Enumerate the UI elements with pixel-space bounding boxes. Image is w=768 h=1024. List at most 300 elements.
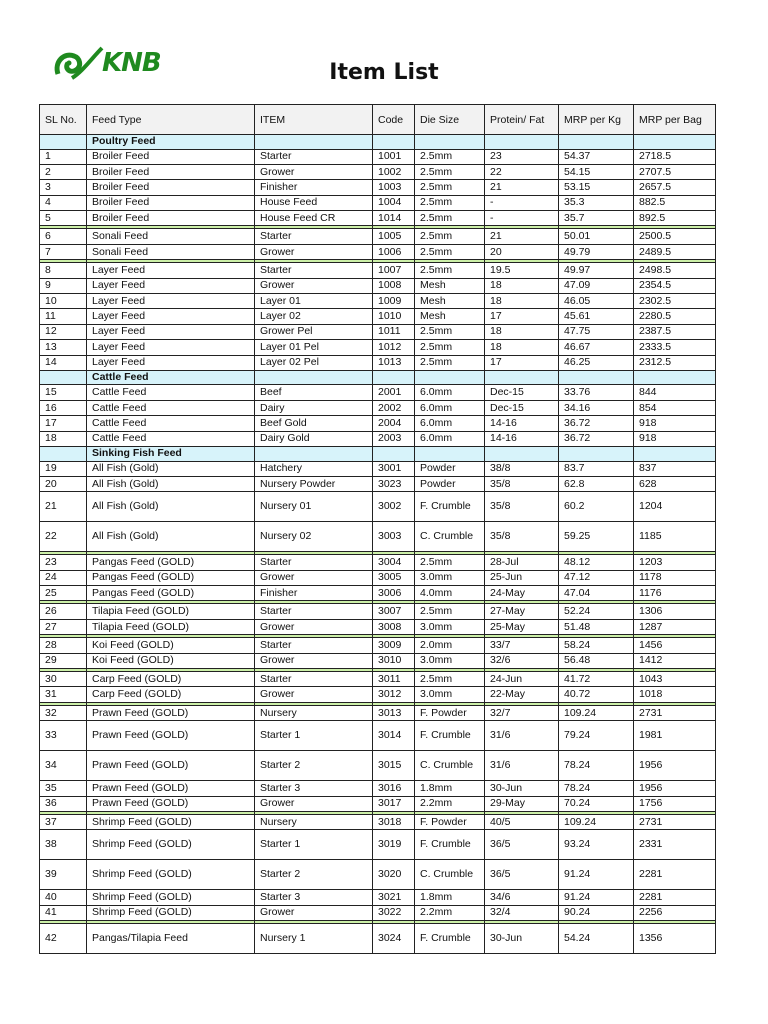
section-blank-cell bbox=[40, 447, 87, 462]
logo-text: KNB bbox=[102, 48, 161, 78]
item-table bbox=[39, 104, 716, 954]
section-blank-cell bbox=[373, 135, 415, 150]
item-cell: Grower bbox=[255, 278, 373, 293]
code-cell: 3019 bbox=[373, 830, 415, 860]
die-size-cell: 2.5mm bbox=[415, 180, 485, 195]
code-cell: 3024 bbox=[373, 924, 415, 954]
protein-fat-cell: 25-May bbox=[485, 619, 559, 634]
section-blank-cell bbox=[255, 447, 373, 462]
protein-fat-cell: 23 bbox=[485, 149, 559, 164]
code-cell: 1011 bbox=[373, 324, 415, 339]
mrp-kg-cell: 49.79 bbox=[559, 244, 634, 259]
mrp-bag-cell: 1956 bbox=[634, 751, 716, 781]
table-row bbox=[40, 340, 716, 355]
item-cell: Starter 1 bbox=[255, 830, 373, 860]
mrp-kg-cell: 91.24 bbox=[559, 890, 634, 905]
mrp-kg-cell: 46.05 bbox=[559, 294, 634, 309]
sl-no-cell: 36 bbox=[40, 796, 87, 811]
sl-no-cell: 15 bbox=[40, 385, 87, 400]
die-size-cell: 6.0mm bbox=[415, 400, 485, 415]
feed-type-cell: Cattle Feed bbox=[87, 385, 255, 400]
mrp-kg-cell: 40.72 bbox=[559, 687, 634, 702]
header-mrp-per-kg: MRP per Kg bbox=[559, 105, 634, 135]
die-size-cell: Powder bbox=[415, 476, 485, 491]
feed-type-cell: Pangas Feed (GOLD) bbox=[87, 586, 255, 601]
protein-fat-cell: 35/8 bbox=[485, 522, 559, 552]
item-cell: Finisher bbox=[255, 180, 373, 195]
mrp-bag-cell: 2731 bbox=[634, 705, 716, 720]
item-cell: Starter bbox=[255, 604, 373, 619]
mrp-bag-cell: 854 bbox=[634, 400, 716, 415]
table-row bbox=[40, 586, 716, 601]
item-cell: Nursery bbox=[255, 705, 373, 720]
protein-fat-cell: 32/4 bbox=[485, 905, 559, 920]
mrp-kg-cell: 91.24 bbox=[559, 860, 634, 890]
sl-no-cell: 28 bbox=[40, 638, 87, 653]
mrp-kg-cell: 36.72 bbox=[559, 416, 634, 431]
header-item: ITEM bbox=[255, 105, 373, 135]
section-header-row bbox=[40, 370, 716, 385]
sl-no-cell: 5 bbox=[40, 211, 87, 226]
protein-fat-cell: 18 bbox=[485, 340, 559, 355]
code-cell: 3002 bbox=[373, 492, 415, 522]
item-cell: Nursery 1 bbox=[255, 924, 373, 954]
code-cell: 1013 bbox=[373, 355, 415, 370]
section-blank-cell bbox=[634, 447, 716, 462]
sl-no-cell: 29 bbox=[40, 653, 87, 668]
item-cell: Nursery 02 bbox=[255, 522, 373, 552]
code-cell: 3021 bbox=[373, 890, 415, 905]
mrp-kg-cell: 90.24 bbox=[559, 905, 634, 920]
protein-fat-cell: 18 bbox=[485, 324, 559, 339]
mrp-kg-cell: 45.61 bbox=[559, 309, 634, 324]
mrp-kg-cell: 36.72 bbox=[559, 431, 634, 446]
table-row bbox=[40, 278, 716, 293]
table-row bbox=[40, 604, 716, 619]
protein-fat-cell: 31/6 bbox=[485, 751, 559, 781]
item-cell: Finisher bbox=[255, 586, 373, 601]
table-row bbox=[40, 570, 716, 585]
mrp-bag-cell: 2707.5 bbox=[634, 164, 716, 179]
mrp-bag-cell: 837 bbox=[634, 461, 716, 476]
section-blank-cell bbox=[415, 135, 485, 150]
sl-no-cell: 23 bbox=[40, 555, 87, 570]
mrp-kg-cell: 109.24 bbox=[559, 705, 634, 720]
feed-type-cell: Tilapia Feed (GOLD) bbox=[87, 604, 255, 619]
feed-type-cell: Broiler Feed bbox=[87, 195, 255, 210]
mrp-bag-cell: 1456 bbox=[634, 638, 716, 653]
die-size-cell: Mesh bbox=[415, 278, 485, 293]
protein-fat-cell: 38/8 bbox=[485, 461, 559, 476]
feed-type-cell: Layer Feed bbox=[87, 294, 255, 309]
section-blank-cell bbox=[634, 135, 716, 150]
sl-no-cell: 35 bbox=[40, 781, 87, 796]
mrp-bag-cell: 2256 bbox=[634, 905, 716, 920]
table-row bbox=[40, 905, 716, 920]
die-size-cell: 2.5mm bbox=[415, 555, 485, 570]
protein-fat-cell: 34/6 bbox=[485, 890, 559, 905]
protein-fat-cell: 18 bbox=[485, 294, 559, 309]
sl-no-cell: 10 bbox=[40, 294, 87, 309]
protein-fat-cell: 27-May bbox=[485, 604, 559, 619]
mrp-kg-cell: 59.25 bbox=[559, 522, 634, 552]
table-row bbox=[40, 860, 716, 890]
page-title: Item List bbox=[329, 60, 439, 85]
protein-fat-cell: 31/6 bbox=[485, 721, 559, 751]
feed-type-cell: Carp Feed (GOLD) bbox=[87, 672, 255, 687]
feed-type-cell: Cattle Feed bbox=[87, 400, 255, 415]
sl-no-cell: 38 bbox=[40, 830, 87, 860]
protein-fat-cell: 33/7 bbox=[485, 638, 559, 653]
table-row bbox=[40, 195, 716, 210]
protein-fat-cell: 36/5 bbox=[485, 830, 559, 860]
mrp-bag-cell: 844 bbox=[634, 385, 716, 400]
item-cell: House Feed CR bbox=[255, 211, 373, 226]
mrp-bag-cell: 1956 bbox=[634, 781, 716, 796]
mrp-bag-cell: 1176 bbox=[634, 586, 716, 601]
die-size-cell: C. Crumble bbox=[415, 522, 485, 552]
protein-fat-cell: 21 bbox=[485, 229, 559, 244]
sl-no-cell: 34 bbox=[40, 751, 87, 781]
code-cell: 2002 bbox=[373, 400, 415, 415]
table-row bbox=[40, 751, 716, 781]
item-cell: Starter 2 bbox=[255, 751, 373, 781]
die-size-cell: 3.0mm bbox=[415, 570, 485, 585]
sl-no-cell: 18 bbox=[40, 431, 87, 446]
section-header-row bbox=[40, 135, 716, 150]
item-cell: Starter 3 bbox=[255, 890, 373, 905]
mrp-bag-cell: 1185 bbox=[634, 522, 716, 552]
code-cell: 1010 bbox=[373, 309, 415, 324]
mrp-kg-cell: 41.72 bbox=[559, 672, 634, 687]
feed-type-cell: Layer Feed bbox=[87, 355, 255, 370]
die-size-cell: 6.0mm bbox=[415, 431, 485, 446]
mrp-bag-cell: 1306 bbox=[634, 604, 716, 619]
feed-type-cell: All Fish (Gold) bbox=[87, 461, 255, 476]
die-size-cell: 1.8mm bbox=[415, 890, 485, 905]
item-cell: Grower bbox=[255, 244, 373, 259]
code-cell: 3016 bbox=[373, 781, 415, 796]
die-size-cell: 2.5mm bbox=[415, 244, 485, 259]
table-row bbox=[40, 400, 716, 415]
die-size-cell: F. Powder bbox=[415, 705, 485, 720]
code-cell: 1004 bbox=[373, 195, 415, 210]
sl-no-cell: 19 bbox=[40, 461, 87, 476]
item-cell: Hatchery bbox=[255, 461, 373, 476]
section-blank-cell bbox=[40, 135, 87, 150]
die-size-cell: F. Crumble bbox=[415, 924, 485, 954]
protein-fat-cell: 30-Jun bbox=[485, 781, 559, 796]
table-row bbox=[40, 309, 716, 324]
mrp-kg-cell: 83.7 bbox=[559, 461, 634, 476]
sl-no-cell: 25 bbox=[40, 586, 87, 601]
code-cell: 3013 bbox=[373, 705, 415, 720]
die-size-cell: 2.5mm bbox=[415, 211, 485, 226]
sl-no-cell: 3 bbox=[40, 180, 87, 195]
sl-no-cell: 30 bbox=[40, 672, 87, 687]
item-cell: Grower bbox=[255, 570, 373, 585]
mrp-bag-cell: 1043 bbox=[634, 672, 716, 687]
section-blank-cell bbox=[255, 370, 373, 385]
code-cell: 3003 bbox=[373, 522, 415, 552]
protein-fat-cell: 17 bbox=[485, 355, 559, 370]
table-row bbox=[40, 638, 716, 653]
mrp-bag-cell: 1756 bbox=[634, 796, 716, 811]
code-cell: 3011 bbox=[373, 672, 415, 687]
mrp-kg-cell: 47.04 bbox=[559, 586, 634, 601]
feed-type-cell: Pangas/Tilapia Feed bbox=[87, 924, 255, 954]
die-size-cell: 2.2mm bbox=[415, 796, 485, 811]
protein-fat-cell: 14-16 bbox=[485, 416, 559, 431]
sl-no-cell: 24 bbox=[40, 570, 87, 585]
feed-type-cell: Layer Feed bbox=[87, 278, 255, 293]
feed-type-cell: Broiler Feed bbox=[87, 211, 255, 226]
sl-no-cell: 17 bbox=[40, 416, 87, 431]
protein-fat-cell: 32/6 bbox=[485, 653, 559, 668]
section-blank-cell bbox=[373, 447, 415, 462]
feed-type-cell: Broiler Feed bbox=[87, 180, 255, 195]
section-blank-cell bbox=[255, 135, 373, 150]
mrp-kg-cell: 93.24 bbox=[559, 830, 634, 860]
protein-fat-cell: 35/8 bbox=[485, 476, 559, 491]
item-cell: Dairy bbox=[255, 400, 373, 415]
item-cell: Grower bbox=[255, 796, 373, 811]
feed-type-cell: Broiler Feed bbox=[87, 149, 255, 164]
sl-no-cell: 27 bbox=[40, 619, 87, 634]
protein-fat-cell: 30-Jun bbox=[485, 924, 559, 954]
table-row bbox=[40, 555, 716, 570]
item-cell: Nursery 01 bbox=[255, 492, 373, 522]
mrp-kg-cell: 54.24 bbox=[559, 924, 634, 954]
feed-type-cell: Shrimp Feed (GOLD) bbox=[87, 830, 255, 860]
item-cell: Dairy Gold bbox=[255, 431, 373, 446]
mrp-bag-cell: 1204 bbox=[634, 492, 716, 522]
code-cell: 1012 bbox=[373, 340, 415, 355]
table-row bbox=[40, 416, 716, 431]
mrp-bag-cell: 2498.5 bbox=[634, 263, 716, 278]
die-size-cell: 2.5mm bbox=[415, 324, 485, 339]
mrp-kg-cell: 34.16 bbox=[559, 400, 634, 415]
table-row bbox=[40, 815, 716, 830]
code-cell: 3007 bbox=[373, 604, 415, 619]
mrp-bag-cell: 918 bbox=[634, 431, 716, 446]
code-cell: 3023 bbox=[373, 476, 415, 491]
feed-type-cell: Shrimp Feed (GOLD) bbox=[87, 890, 255, 905]
section-header-row bbox=[40, 447, 716, 462]
feed-type-cell: Cattle Feed bbox=[87, 416, 255, 431]
table-row bbox=[40, 653, 716, 668]
die-size-cell: 2.5mm bbox=[415, 340, 485, 355]
code-cell: 3006 bbox=[373, 586, 415, 601]
feed-type-cell: Sonali Feed bbox=[87, 229, 255, 244]
feed-type-cell: Tilapia Feed (GOLD) bbox=[87, 619, 255, 634]
die-size-cell: 3.0mm bbox=[415, 687, 485, 702]
code-cell: 3017 bbox=[373, 796, 415, 811]
mrp-kg-cell: 47.09 bbox=[559, 278, 634, 293]
feed-type-cell: Shrimp Feed (GOLD) bbox=[87, 860, 255, 890]
table-row bbox=[40, 229, 716, 244]
feed-type-cell: Prawn Feed (GOLD) bbox=[87, 796, 255, 811]
feed-type-cell: Layer Feed bbox=[87, 324, 255, 339]
item-cell: Beef Gold bbox=[255, 416, 373, 431]
feed-type-cell: All Fish (Gold) bbox=[87, 492, 255, 522]
item-cell: House Feed bbox=[255, 195, 373, 210]
section-title: Poultry Feed bbox=[87, 135, 255, 150]
mrp-bag-cell: 2718.5 bbox=[634, 149, 716, 164]
mrp-bag-cell: 1412 bbox=[634, 653, 716, 668]
header-code: Code bbox=[373, 105, 415, 135]
table-row bbox=[40, 149, 716, 164]
protein-fat-cell: 21 bbox=[485, 180, 559, 195]
feed-type-cell: Sonali Feed bbox=[87, 244, 255, 259]
sl-no-cell: 2 bbox=[40, 164, 87, 179]
table-row bbox=[40, 705, 716, 720]
protein-fat-cell: 20 bbox=[485, 244, 559, 259]
protein-fat-cell: Dec-15 bbox=[485, 385, 559, 400]
mrp-kg-cell: 51.48 bbox=[559, 619, 634, 634]
item-cell: Nursery bbox=[255, 815, 373, 830]
protein-fat-cell: 24-Jun bbox=[485, 672, 559, 687]
feed-type-cell: All Fish (Gold) bbox=[87, 522, 255, 552]
protein-fat-cell: 14-16 bbox=[485, 431, 559, 446]
feed-type-cell: Layer Feed bbox=[87, 309, 255, 324]
table-row bbox=[40, 355, 716, 370]
feed-type-cell: Prawn Feed (GOLD) bbox=[87, 781, 255, 796]
table-row bbox=[40, 431, 716, 446]
protein-fat-cell: 32/7 bbox=[485, 705, 559, 720]
item-cell: Starter bbox=[255, 672, 373, 687]
table-row bbox=[40, 461, 716, 476]
protein-fat-cell: - bbox=[485, 211, 559, 226]
section-blank-cell bbox=[485, 370, 559, 385]
feed-type-cell: Koi Feed (GOLD) bbox=[87, 653, 255, 668]
mrp-kg-cell: 47.75 bbox=[559, 324, 634, 339]
feed-type-cell: Shrimp Feed (GOLD) bbox=[87, 815, 255, 830]
feed-type-cell: Layer Feed bbox=[87, 263, 255, 278]
protein-fat-cell: 25-Jun bbox=[485, 570, 559, 585]
section-blank-cell bbox=[559, 135, 634, 150]
mrp-bag-cell: 628 bbox=[634, 476, 716, 491]
table-row bbox=[40, 385, 716, 400]
die-size-cell: 2.5mm bbox=[415, 604, 485, 619]
sl-no-cell: 21 bbox=[40, 492, 87, 522]
table-row bbox=[40, 164, 716, 179]
die-size-cell: Mesh bbox=[415, 294, 485, 309]
feed-type-cell: Prawn Feed (GOLD) bbox=[87, 705, 255, 720]
mrp-bag-cell: 2312.5 bbox=[634, 355, 716, 370]
sl-no-cell: 37 bbox=[40, 815, 87, 830]
mrp-bag-cell: 1356 bbox=[634, 924, 716, 954]
mrp-bag-cell: 2333.5 bbox=[634, 340, 716, 355]
table-body bbox=[40, 135, 716, 954]
table-row bbox=[40, 244, 716, 259]
die-size-cell: Mesh bbox=[415, 309, 485, 324]
mrp-kg-cell: 35.7 bbox=[559, 211, 634, 226]
mrp-kg-cell: 109.24 bbox=[559, 815, 634, 830]
protein-fat-cell: 40/5 bbox=[485, 815, 559, 830]
mrp-kg-cell: 35.3 bbox=[559, 195, 634, 210]
code-cell: 1007 bbox=[373, 263, 415, 278]
code-cell: 1014 bbox=[373, 211, 415, 226]
table-row bbox=[40, 687, 716, 702]
section-blank-cell bbox=[559, 447, 634, 462]
sl-no-cell: 26 bbox=[40, 604, 87, 619]
feed-type-cell: All Fish (Gold) bbox=[87, 476, 255, 491]
mrp-kg-cell: 49.97 bbox=[559, 263, 634, 278]
feed-type-cell: Pangas Feed (GOLD) bbox=[87, 555, 255, 570]
die-size-cell: 2.2mm bbox=[415, 905, 485, 920]
die-size-cell: Powder bbox=[415, 461, 485, 476]
item-cell: Starter bbox=[255, 263, 373, 278]
protein-fat-cell: 19.5 bbox=[485, 263, 559, 278]
item-cell: Beef bbox=[255, 385, 373, 400]
item-cell: Grower bbox=[255, 164, 373, 179]
code-cell: 3004 bbox=[373, 555, 415, 570]
protein-fat-cell: 36/5 bbox=[485, 860, 559, 890]
item-cell: Grower Pel bbox=[255, 324, 373, 339]
protein-fat-cell: 28-Jul bbox=[485, 555, 559, 570]
die-size-cell: F. Powder bbox=[415, 815, 485, 830]
sl-no-cell: 16 bbox=[40, 400, 87, 415]
code-cell: 3020 bbox=[373, 860, 415, 890]
table-row bbox=[40, 796, 716, 811]
code-cell: 1002 bbox=[373, 164, 415, 179]
table-row bbox=[40, 619, 716, 634]
item-cell: Layer 02 bbox=[255, 309, 373, 324]
code-cell: 2004 bbox=[373, 416, 415, 431]
mrp-bag-cell: 892.5 bbox=[634, 211, 716, 226]
feed-type-cell: Carp Feed (GOLD) bbox=[87, 687, 255, 702]
protein-fat-cell: 22 bbox=[485, 164, 559, 179]
code-cell: 1008 bbox=[373, 278, 415, 293]
code-cell: 3015 bbox=[373, 751, 415, 781]
code-cell: 1003 bbox=[373, 180, 415, 195]
feed-type-cell: Pangas Feed (GOLD) bbox=[87, 570, 255, 585]
section-title: Sinking Fish Feed bbox=[87, 447, 255, 462]
mrp-kg-cell: 56.48 bbox=[559, 653, 634, 668]
table-row bbox=[40, 263, 716, 278]
mrp-bag-cell: 1981 bbox=[634, 721, 716, 751]
table-header-row bbox=[40, 105, 716, 135]
mrp-kg-cell: 54.15 bbox=[559, 164, 634, 179]
die-size-cell: F. Crumble bbox=[415, 492, 485, 522]
table-row bbox=[40, 672, 716, 687]
table-row bbox=[40, 721, 716, 751]
mrp-bag-cell: 882.5 bbox=[634, 195, 716, 210]
mrp-bag-cell: 1018 bbox=[634, 687, 716, 702]
item-cell: Starter 1 bbox=[255, 721, 373, 751]
table-row bbox=[40, 492, 716, 522]
mrp-kg-cell: 50.01 bbox=[559, 229, 634, 244]
sl-no-cell: 14 bbox=[40, 355, 87, 370]
mrp-bag-cell: 1203 bbox=[634, 555, 716, 570]
table-row bbox=[40, 830, 716, 860]
header-protein-fat: Protein/ Fat bbox=[485, 105, 559, 135]
code-cell: 3010 bbox=[373, 653, 415, 668]
sl-no-cell: 20 bbox=[40, 476, 87, 491]
die-size-cell: 4.0mm bbox=[415, 586, 485, 601]
code-cell: 3008 bbox=[373, 619, 415, 634]
table-row bbox=[40, 294, 716, 309]
die-size-cell: 2.0mm bbox=[415, 638, 485, 653]
item-cell: Grower bbox=[255, 653, 373, 668]
sl-no-cell: 32 bbox=[40, 705, 87, 720]
feed-type-cell: Broiler Feed bbox=[87, 164, 255, 179]
mrp-kg-cell: 70.24 bbox=[559, 796, 634, 811]
section-blank-cell bbox=[485, 447, 559, 462]
sl-no-cell: 11 bbox=[40, 309, 87, 324]
code-cell: 3005 bbox=[373, 570, 415, 585]
